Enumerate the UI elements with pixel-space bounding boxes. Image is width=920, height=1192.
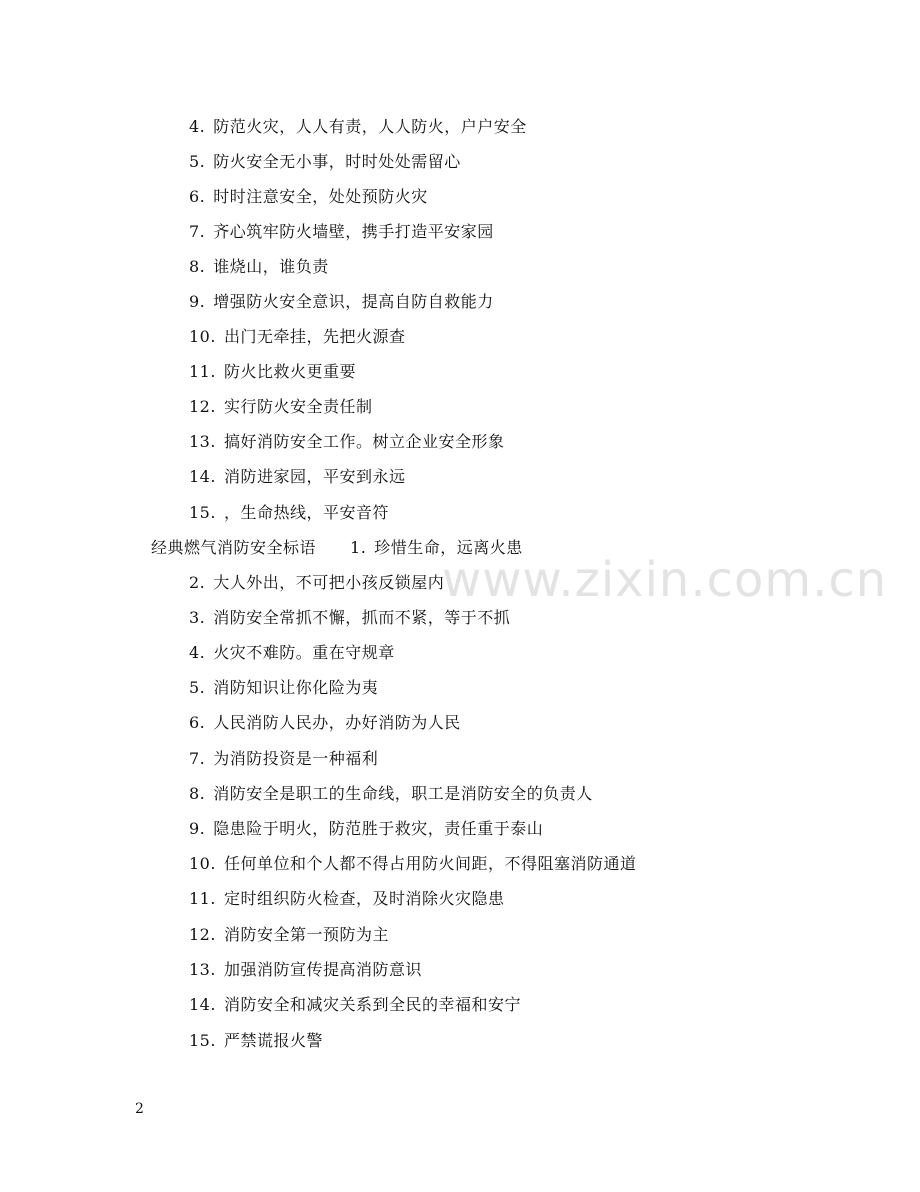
list-item — [189, 362, 356, 382]
item-number: 13. — [189, 960, 216, 979]
item-number: 6. — [189, 713, 206, 732]
item-number: 10. — [189, 327, 216, 346]
item-number: 11. — [189, 889, 216, 908]
list-item — [189, 925, 389, 945]
item-text: 消防进家园，平安到永远 — [223, 467, 406, 486]
list-item — [189, 995, 521, 1015]
item-number: 11. — [189, 362, 216, 381]
item-text: 定时组织防火检查，及时消除火灾隐患 — [223, 889, 505, 908]
item-number: 14. — [189, 467, 216, 486]
item-number: 1. — [350, 538, 367, 557]
item-number: 7. — [189, 222, 206, 241]
item-text: 实行防火安全责任制 — [223, 397, 373, 416]
item-text: 增强防火安全意识，提高自防自救能力 — [213, 292, 494, 311]
item-text: 时时注意安全，处处预防火灾 — [213, 187, 428, 206]
page-number: 2 — [135, 1101, 144, 1117]
item-text: ，生命热线，平安音符 — [223, 503, 389, 522]
item-text: 人民消防人民办，办好消防为人民 — [213, 713, 461, 732]
item-number: 2. — [189, 573, 206, 592]
item-number: 9. — [189, 292, 206, 311]
item-number: 5. — [189, 152, 206, 171]
list-item — [189, 749, 378, 769]
item-text: 珍惜生命，远离火患 — [374, 538, 523, 557]
list-item — [189, 432, 504, 452]
list-item — [189, 467, 405, 487]
list-item — [189, 819, 543, 839]
section-heading: 经典燃气消防安全标语 — [151, 538, 317, 557]
list-item — [189, 257, 329, 277]
item-text: 任何单位和个人都不得占用防火间距，不得阻塞消防通道 — [223, 854, 637, 873]
item-number: 13. — [189, 432, 216, 451]
list-item — [189, 503, 389, 523]
item-number: 8. — [189, 257, 206, 276]
list-item — [189, 889, 504, 909]
item-text: 隐患险于明火，防范胜于救灾，责任重于泰山 — [213, 819, 544, 838]
item-text: 加强消防宣传提高消防意识 — [223, 960, 422, 979]
item-number: 12. — [189, 925, 216, 944]
item-number: 15. — [189, 503, 216, 522]
list-item — [189, 608, 510, 628]
item-text: 谁烧山，谁负责 — [213, 257, 329, 276]
item-text: 防火比救火更重要 — [223, 362, 356, 381]
item-text: 防火安全无小事，时时处处需留心 — [213, 152, 461, 171]
list-item — [189, 784, 593, 804]
item-text: 消防知识让你化险为夷 — [213, 678, 379, 697]
list-item — [189, 327, 405, 347]
item-number: 7. — [189, 749, 206, 768]
list-item — [189, 222, 494, 242]
item-number: 9. — [189, 819, 206, 838]
list-item — [189, 960, 422, 980]
list-item — [189, 713, 461, 733]
list-item — [189, 678, 378, 698]
item-text: 消防安全和减灾关系到全民的幸福和安宁 — [223, 995, 521, 1014]
item-number: 4. — [189, 643, 206, 662]
item-text: 搞好消防安全工作。树立企业安全形象 — [223, 432, 505, 451]
item-number: 5. — [189, 678, 206, 697]
watermark-text: www.zixin.com.cn — [442, 552, 888, 608]
item-text: 严禁谎报火警 — [223, 1031, 323, 1050]
item-text: 出门无牵挂，先把火源查 — [223, 327, 406, 346]
list-item — [189, 152, 461, 172]
item-number: 15. — [189, 1031, 216, 1050]
item-text: 消防安全第一预防为主 — [223, 925, 389, 944]
section-heading-line — [151, 538, 523, 558]
list-item — [189, 573, 444, 593]
item-text: 消防安全是职工的生命线，职工是消防安全的负责人 — [213, 784, 593, 803]
item-number: 4. — [189, 117, 206, 136]
list-item — [189, 117, 527, 137]
item-text: 防范火灾，人人有责，人人防火，户户安全 — [213, 117, 527, 136]
list-item — [189, 1031, 323, 1051]
item-text: 消防安全常抓不懈，抓而不紧，等于不抓 — [213, 608, 511, 627]
item-text: 为消防投资是一种福利 — [213, 749, 379, 768]
item-number: 14. — [189, 995, 216, 1014]
item-text: 大人外出，不可把小孩反锁屋内 — [213, 573, 445, 592]
item-number: 3. — [189, 608, 206, 627]
list-item — [189, 292, 494, 312]
list-item — [189, 643, 395, 663]
item-number: 8. — [189, 784, 206, 803]
list-item — [189, 397, 372, 417]
item-text: 火灾不难防。重在守规章 — [213, 643, 395, 662]
item-number: 6. — [189, 187, 206, 206]
list-item — [189, 854, 636, 874]
item-number: 10. — [189, 854, 216, 873]
item-text: 齐心筑牢防火墙壁，携手打造平安家园 — [213, 222, 494, 241]
item-number: 12. — [189, 397, 216, 416]
list-item — [189, 187, 428, 207]
